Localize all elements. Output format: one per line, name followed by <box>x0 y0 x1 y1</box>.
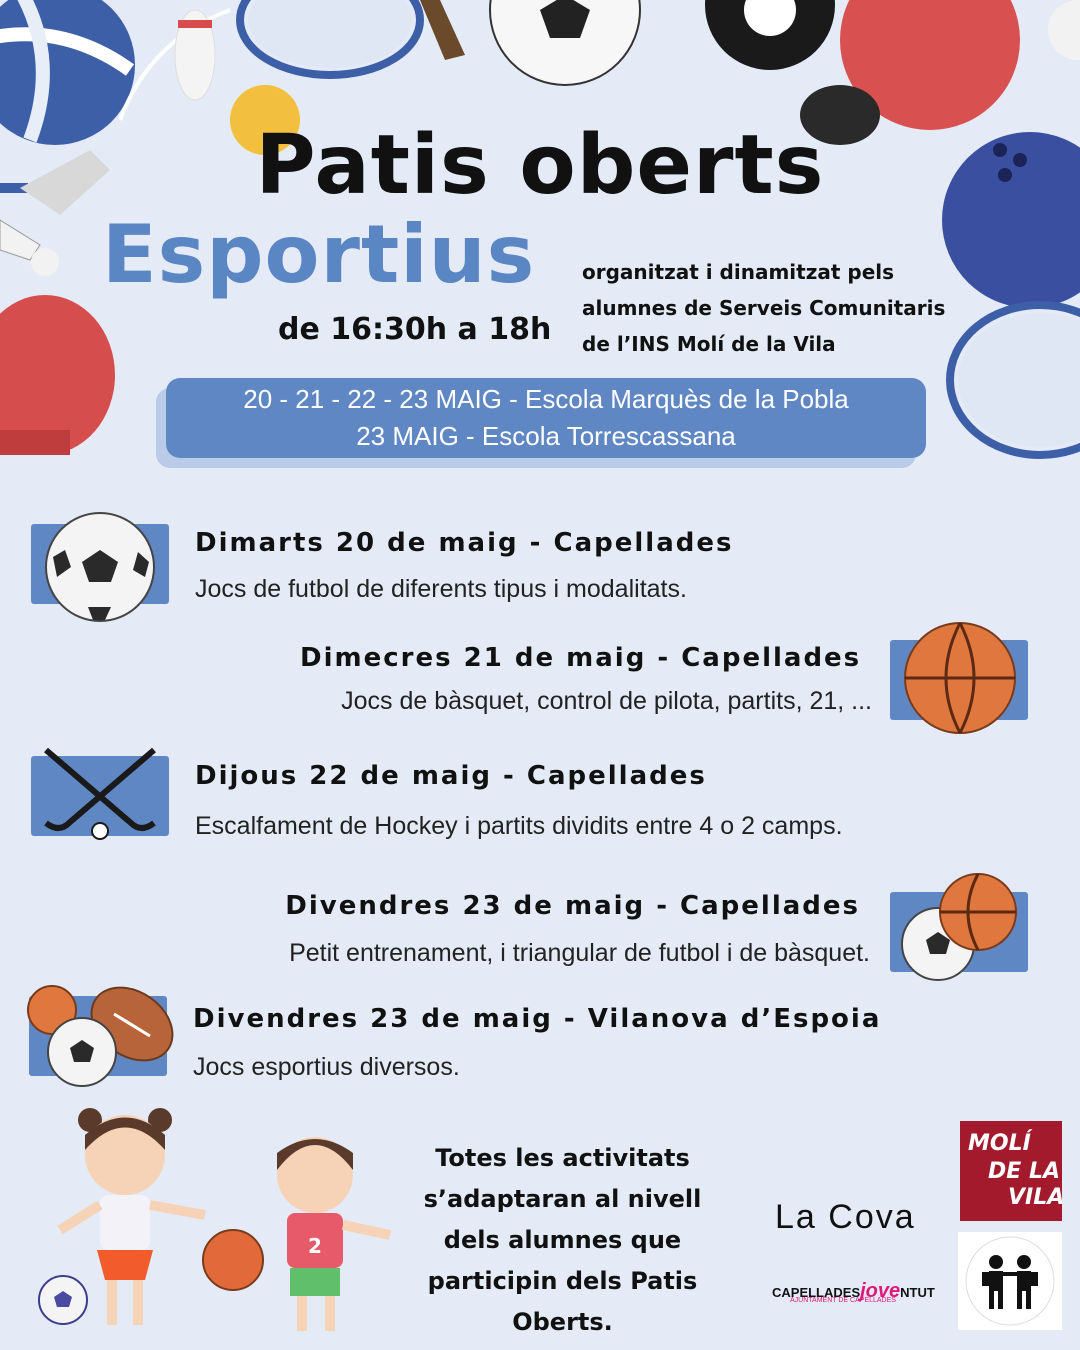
dates-banner <box>166 378 926 458</box>
dates-line: 20 - 21 - 22 - 23 MAIG - Escola Marquès de la Pobla <box>243 384 849 414</box>
activity-description: Jocs de futbol de diferents tipus i modalitats. <box>195 575 687 603</box>
logo-text: MOLÍ <box>968 1131 1031 1156</box>
page-title: Patis oberts <box>255 118 825 213</box>
basketball-icon <box>902 622 1018 734</box>
activity-description: Petit entrenament, i triangular de futbol i de bàsquet. <box>289 939 870 967</box>
boy-icon <box>277 1137 390 1331</box>
soccer-ball-icon <box>39 1276 87 1324</box>
closing-line: Totes les activitats <box>435 1144 690 1172</box>
activity-description: Jocs de bàsquet, control de pilota, partits, 21, ... <box>341 687 872 715</box>
moli-de-la-vila-logo <box>960 1121 1065 1221</box>
event-hours: de 16:30h a 18h <box>278 312 552 347</box>
activity-description: Jocs esportius diversos. <box>193 1053 460 1081</box>
activity-title: Dijous 22 de maig - Capellades <box>195 761 707 791</box>
closing-line: participin dels Patis <box>427 1267 698 1295</box>
organizer-line: de l’INS Molí de la Vila <box>582 332 836 356</box>
activity-title: Divendres 23 de maig - Capellades <box>285 891 860 921</box>
logo-text: NTUT <box>900 1285 935 1300</box>
organizer-text <box>582 254 982 362</box>
logo-text: jove <box>860 1280 901 1302</box>
la-cova-logo: La Cova <box>775 1198 916 1236</box>
logo-subtext: AJUNTAMENT DE CAPELLADES <box>790 1297 896 1304</box>
logo-text: CAPELLADES <box>772 1285 861 1300</box>
svg-text:2: 2 <box>308 1234 322 1258</box>
activity-title: Divendres 23 de maig - Vilanova d’Espoia <box>193 1004 882 1034</box>
activity-title: Dimecres 21 de maig - Capellades <box>300 643 862 673</box>
dates-line: 23 MAIG - Escola Torrescassana <box>356 421 736 451</box>
tennis-racket-icon <box>240 0 420 75</box>
kids-playing-illustration <box>35 1105 405 1345</box>
hockey-stick-icon <box>420 0 465 60</box>
bowling-pin-icon <box>175 10 215 100</box>
page-subtitle: Esportius <box>102 208 536 301</box>
organizer-line: alumnes de Serveis Comunitaris <box>582 296 946 320</box>
eight-ball-icon <box>705 0 835 70</box>
mixed-balls-icon <box>26 984 176 1088</box>
basketball-icon <box>203 1230 263 1290</box>
closing-line: dels alumnes que <box>443 1226 682 1254</box>
hockey-sticks-icon <box>36 745 164 841</box>
logo-text: VILA <box>1008 1185 1065 1210</box>
logo-text: DE LA <box>988 1159 1060 1184</box>
boxing-glove-icon <box>0 295 115 455</box>
soccer-basketball-icon <box>900 872 1020 984</box>
people-holding-hands-icon <box>958 1232 1062 1330</box>
shuttlecock-icon <box>0 220 59 276</box>
baseball-icon <box>1048 0 1080 60</box>
activity-title: Dimarts 20 de maig - Capellades <box>195 528 734 558</box>
soccer-ball-icon <box>490 0 640 85</box>
organizer-line: organitzat i dinamitzat pels <box>582 260 895 284</box>
soccer-ball-icon <box>43 512 157 622</box>
closing-line: s’adaptaran al nivell <box>423 1185 702 1213</box>
pla-educatiu-entorn-logo <box>958 1232 1062 1330</box>
activity-description: Escalfament de Hockey i partits dividits entre 4 o 2 camps. <box>195 812 843 840</box>
closing-line: Oberts. <box>512 1308 613 1336</box>
closing-message <box>420 1138 705 1343</box>
